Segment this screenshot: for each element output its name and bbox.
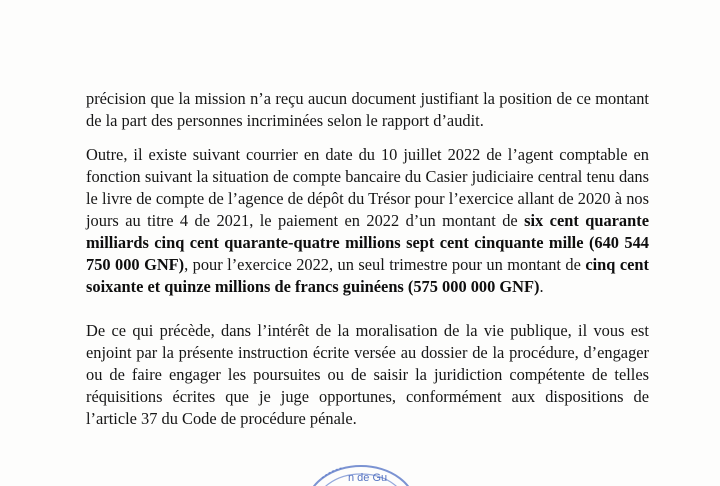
- paragraph-instruction: [86, 320, 649, 430]
- paragraph-audit-note-text: précision que la mission n’a reçu aucun document justifiant la position de ce montant de la part des personnes incriminées selon le rapport d’audit.: [86, 89, 649, 130]
- payment-text-middle: , pour l’exercice 2022, un seul trimestre pour un montant de: [184, 255, 586, 274]
- payment-amount-2022: cinq cent soixante et quinze millions de francs guinéens (575 000 000 GNF): [86, 255, 649, 296]
- payment-text-end: .: [539, 277, 544, 296]
- official-stamp-seal: [302, 456, 420, 486]
- paragraph-instruction-text: De ce qui précède, dans l’intérêt de la moralisation de la vie publique, il vous est enjoint par la présente instruction écrite versée au dossier de la procédure, d’engager ou de faire engager les poursuites ou de saisir la juridiction compétente de telles réquisitions écrites que je juge opportunes, conformément aux dispositions de l’article 37 du Code de procédure pénale.: [86, 321, 649, 428]
- stamp-text: n de Gu: [348, 472, 388, 484]
- payment-amount-2021: six cent quarante milliards cinq cent quarante-quatre millions sept cent cinquante mille (640 544 750 000 GNF): [86, 211, 649, 274]
- paragraph-audit-note: [86, 88, 649, 132]
- payment-text-intro: Outre, il existe suivant courrier en date du 10 juillet 2022 de l’agent comptable en fonction suivant la situation de compte bancaire du Casier judiciaire central tenu dans le livre de compte de l’agence de dépôt du Trésor pour l’exercice allant de 2020 à nos jours au titre 4 de 2021, le paiement en 2022 d’un montant de: [86, 145, 649, 230]
- paragraph-payment-details: [86, 144, 649, 298]
